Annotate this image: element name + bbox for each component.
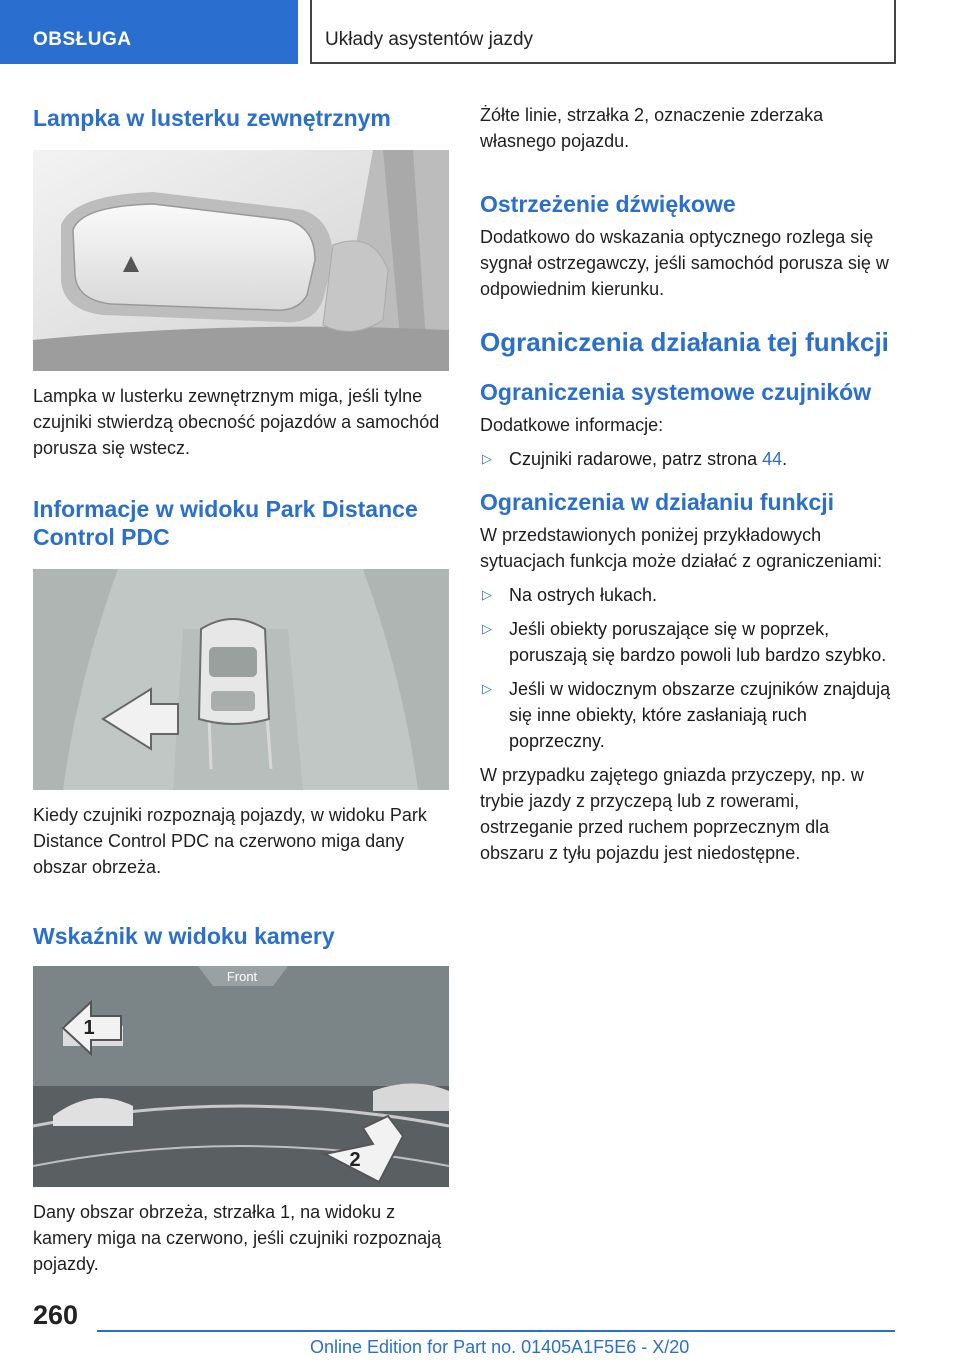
section-heading-camera-view: Wskaźnik w widoku kamery	[33, 923, 335, 949]
bullet-triangle-icon: ▷	[482, 681, 492, 696]
camera-view-illustration	[33, 966, 449, 1187]
mirror-light-illustration	[33, 150, 449, 371]
list-item-text: Jeśli w widocznym obszarze czujników znajdują się inne obiekty, które zasłaniają ruch poprzeczny.	[509, 679, 891, 751]
section-heading-mirror-light: Lampka w lusterku zewnętrznym	[33, 105, 391, 131]
list-item-text: Jeśli obiekty poruszające się w poprzek, poruszają się bardzo powoli lub bardzo szybko.	[509, 619, 887, 665]
page-link-44[interactable]: 44	[762, 449, 783, 469]
left-column	[33, 100, 449, 1277]
page-number: 260	[33, 1300, 79, 1330]
sensor-limits-intro: Dodatkowe informacje:	[480, 415, 664, 435]
chapter-heading-function-limits: Ograniczenia działania tej funkcji	[480, 327, 889, 357]
chapter-title: Układy asystentów jazdy	[325, 29, 534, 50]
sensor-limits-list	[480, 446, 896, 472]
section-heading-operation-limits: Ograniczenia w działaniu funkcji	[480, 489, 835, 515]
pdc-view-description: Kiedy czujniki rozpoznają pojazdy, w widoku Park Distance Control PDC na czerwono miga dany obszar obrzeża.	[33, 805, 427, 877]
section-heading-acoustic-warning: Ostrzeżenie dźwiękowe	[480, 191, 736, 217]
pdc-view-illustration	[33, 569, 449, 790]
bullet-triangle-icon: ▷	[482, 451, 492, 466]
trailer-socket-note: W przypadku zajętego gniazda przyczepy, np. w trybie jazdy z przyczepą lub z rowerami, ostrzeganie przed ruchem poprzecznym dla obszaru z tyłu pojazdu jest niedostępne.	[480, 765, 864, 863]
list-item-text: Na ostrych łukach.	[509, 585, 658, 605]
camera-front-label: Front	[226, 969, 258, 984]
list-item-text: Czujniki radarowe, patrz strona	[509, 449, 763, 469]
bullet-triangle-icon: ▷	[482, 621, 492, 636]
right-column	[480, 100, 896, 866]
section-heading-sensor-limits: Ograniczenia systemowe czujników	[480, 379, 872, 405]
list-item	[480, 582, 896, 608]
camera-arrow-1-label: 1	[83, 1017, 95, 1039]
mirror-light-description: Lampka w lusterku zewnętrznym miga, jeśli tylne czujniki stwierdzą obecność pojazdów a samochód porusza się wstecz.	[33, 386, 440, 458]
section-label: OBSŁUGA	[33, 29, 132, 50]
section-tab	[0, 0, 298, 64]
acoustic-warning-description: Dodatkowo do wskazania optycznego rozlega się sygnał ostrzegawczy, jeśli samochód porusza się w odpowiednim kierunku.	[480, 227, 889, 299]
operation-limits-intro: W przedstawionych poniżej przykładowych sytuacjach funkcja może działać z ograniczeniami:	[480, 525, 883, 571]
footer-edition: Online Edition for Part no. 01405A1F5E6 - X/20	[310, 1337, 690, 1357]
camera-view-description: Dany obszar obrzeża, strzałka 1, na widoku z kamery miga na czerwono, jeśli czujniki rozpoznają pojazdy.	[33, 1202, 442, 1274]
section-heading-pdc-view: Informacje w widoku Park Distance Control PDC	[33, 496, 418, 550]
operation-limits-list	[480, 582, 896, 754]
list-item	[480, 446, 896, 472]
list-item	[480, 616, 896, 668]
camera-arrow-2-label: 2	[349, 1149, 361, 1171]
list-item-end: .	[782, 449, 788, 469]
list-item	[480, 676, 896, 754]
footer-divider	[97, 1330, 895, 1332]
yellow-lines-description: Żółte linie, strzałka 2, oznaczenie zderzaka własnego pojazdu.	[480, 105, 824, 151]
bullet-triangle-icon: ▷	[482, 587, 492, 602]
